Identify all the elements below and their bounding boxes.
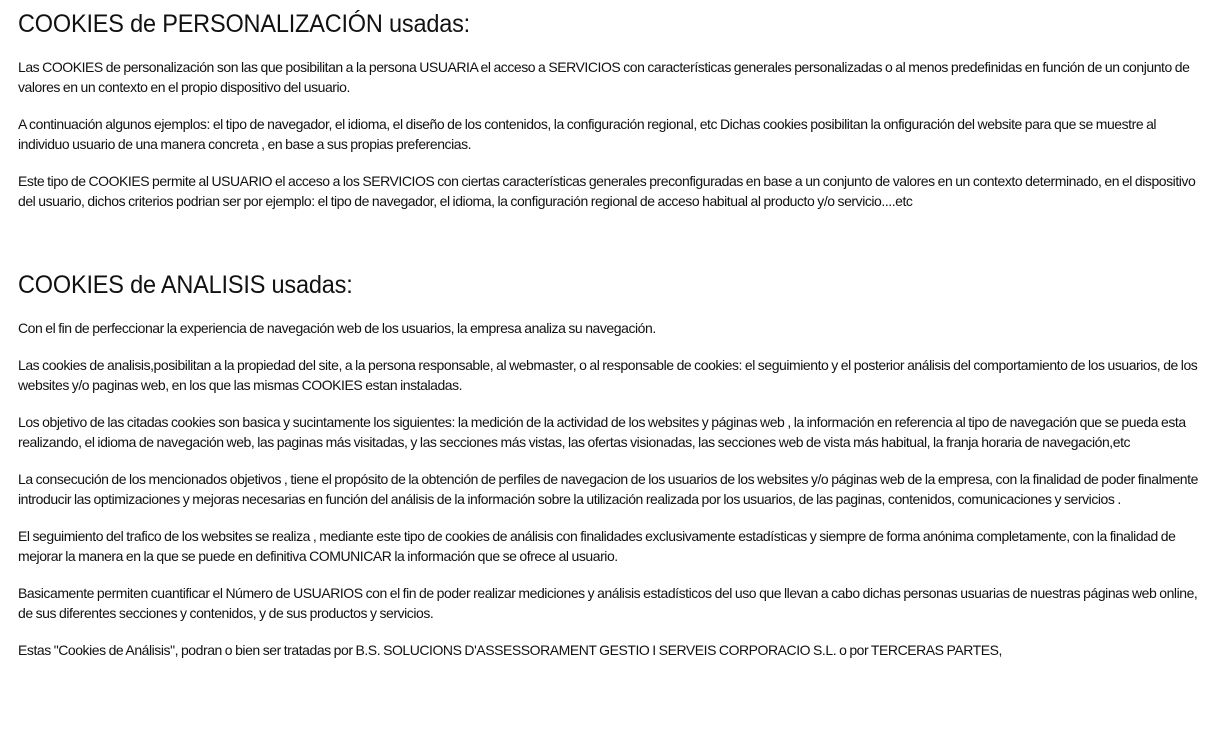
heading-analisis: COOKIES de ANALISIS usadas: (18, 271, 353, 299)
paragraph-personalizacion-1: Las COOKIES de personalización son las que posibilitan a la persona USUARIA el acceso a SERVICIOS con características generales personalizadas o al menos predefinidas en función de un conjunto de valores en un contexto en el propio dispositivo del usuario. (18, 59, 1190, 95)
paragraph-analisis-5: El seguimiento del trafico de los websites se realiza , mediante este tipo de cookies de análisis con finalidades exclusivamente estadísticas y siempre de forma anónima completamente, con la finalidad de mejorar la manera en la que se puede en definitiva COMUNICAR la información que se ofrece al usuario. (18, 528, 1176, 564)
heading-personalizacion: COOKIES de PERSONALIZACIÓN usadas: (18, 10, 471, 38)
paragraph-analisis-2: Las cookies de analisis,posibilitan a la propiedad del site, a la persona responsable, al webmaster, o al responsable de cookies: el seguimiento y el posterior análisis del comportamiento de los usuarios, de los websites y/o paginas web, en los que las mismas COOKIES estan instaladas. (18, 357, 1198, 393)
paragraph-analisis-3: Los objetivo de las citadas cookies son basica y sucintamente los siguientes: la medición de la actividad de los websites y páginas web , la información en referencia al tipo de navegación que se pueda esta realizando, el idioma de navegación web, las paginas más visitadas, y las secciones más vistas, las ofertas visionadas, las secciones web de vista más habitual, la franja horaria de navegación,etc (18, 414, 1186, 450)
paragraph-analisis-6: Basicamente permiten cuantificar el Número de USUARIOS con el fin de poder realizar mediciones y análisis estadísticos del uso que llevan a cabo dichas personas usuarias de nuestras páginas web online, de sus diferentes secciones y contenidos, y de sus productos y servicios. (18, 585, 1198, 621)
paragraph-analisis-1: Con el fin de perfeccionar la experiencia de navegación web de los usuarios, la empresa analiza su navegación. (18, 320, 656, 336)
paragraph-analisis-4: La consecución de los mencionados objetivos , tiene el propósito de la obtención de perfiles de navegacion de los usuarios de los websites y/o páginas web de la empresa, con la finalidad de poder finalmente introducir las optimizaciones y mejoras necesarias en función del análisis de la información sobre la utilización realizada por los usuarios, de las paginas, contenidos, comunicaciones y servicios . (18, 471, 1198, 507)
paragraph-personalizacion-3: Este tipo de COOKIES permite al USUARIO el acceso a los SERVICIOS con ciertas características generales preconfiguradas en base a un conjunto de valores en un contexto determinado, en el dispositivo del usuario, dichos criterios podrian ser por ejemplo: el tipo de navegador, el idioma, la configuración regional de acceso habitual al producto y/o servicio....etc (18, 173, 1196, 209)
paragraph-analisis-7: Estas "Cookies de Análisis", podran o bien ser tratadas por B.S. SOLUCIONS D'ASSESSORAMENT GESTIO I SERVEIS CORPORACIO S.L. o por TERCERAS PARTES, (18, 642, 1002, 658)
cookie-policy-content (18, 0, 1198, 660)
paragraph-personalizacion-2: A continuación algunos ejemplos: el tipo de navegador, el idioma, el diseño de los contenidos, la configuración regional, etc Dichas cookies posibilitan la onfiguración del website para que se muestre al individuo usuario de una manera concreta , en base a sus propias preferencias. (18, 116, 1157, 152)
